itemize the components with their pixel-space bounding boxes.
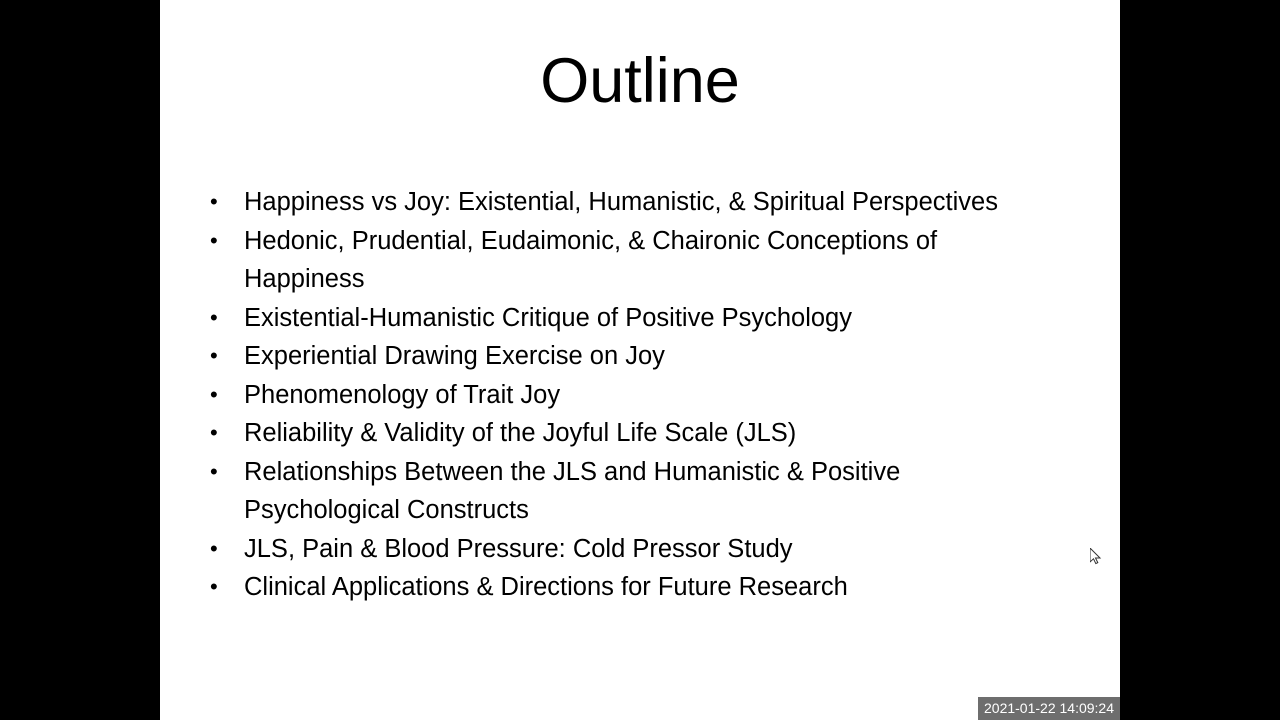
list-item-label: Happiness vs Joy: Existential, Humanistic, & Spiritual Perspectives <box>244 188 998 216</box>
bullet-point-icon: • <box>210 381 218 407</box>
list-item <box>210 222 1100 299</box>
bullet-point-icon: • <box>210 189 218 214</box>
bullet-point-icon: • <box>210 227 218 253</box>
presentation-slide <box>160 0 1120 720</box>
bullet-point-icon: • <box>210 304 218 330</box>
list-item-label: Relationships Between the JLS and Humanistic & Positive Psychological Constructs <box>244 457 901 524</box>
list-item-label: Clinical Applications & Directions for Future Research <box>244 573 848 601</box>
list-item-label: Experiential Drawing Exercise on Joy <box>244 342 665 370</box>
bullet-point-icon: • <box>210 458 218 484</box>
bullet-point-icon: • <box>210 574 218 599</box>
timestamp-overlay: 2021-01-22 14:09:24 <box>978 697 1120 720</box>
list-item <box>210 376 1100 415</box>
list-item-label: Phenomenology of Trait Joy <box>244 380 561 409</box>
list-item-label: Existential-Humanistic Critique of Positive Psychology <box>244 303 852 332</box>
list-item <box>210 414 1100 453</box>
page-title: Outline <box>540 46 740 116</box>
bullet-point-icon: • <box>210 420 218 445</box>
list-item-label: Hedonic, Prudential, Eudaimonic, & Chaironic Conceptions of Happiness <box>244 226 938 293</box>
list-item-label: JLS, Pain & Blood Pressure: Cold Pressor Study <box>244 534 793 563</box>
bullet-point-icon: • <box>210 343 218 368</box>
list-item <box>210 530 1100 569</box>
list-item <box>210 568 1100 607</box>
bullet-point-icon: • <box>210 535 218 561</box>
list-item-label: Reliability & Validity of the Joyful Life Scale (JLS) <box>244 419 797 447</box>
list-item <box>210 337 1100 376</box>
list-item <box>210 183 1100 222</box>
list-item <box>210 299 1100 338</box>
list-item <box>210 453 1100 530</box>
outline-bullet-list <box>210 183 1100 607</box>
